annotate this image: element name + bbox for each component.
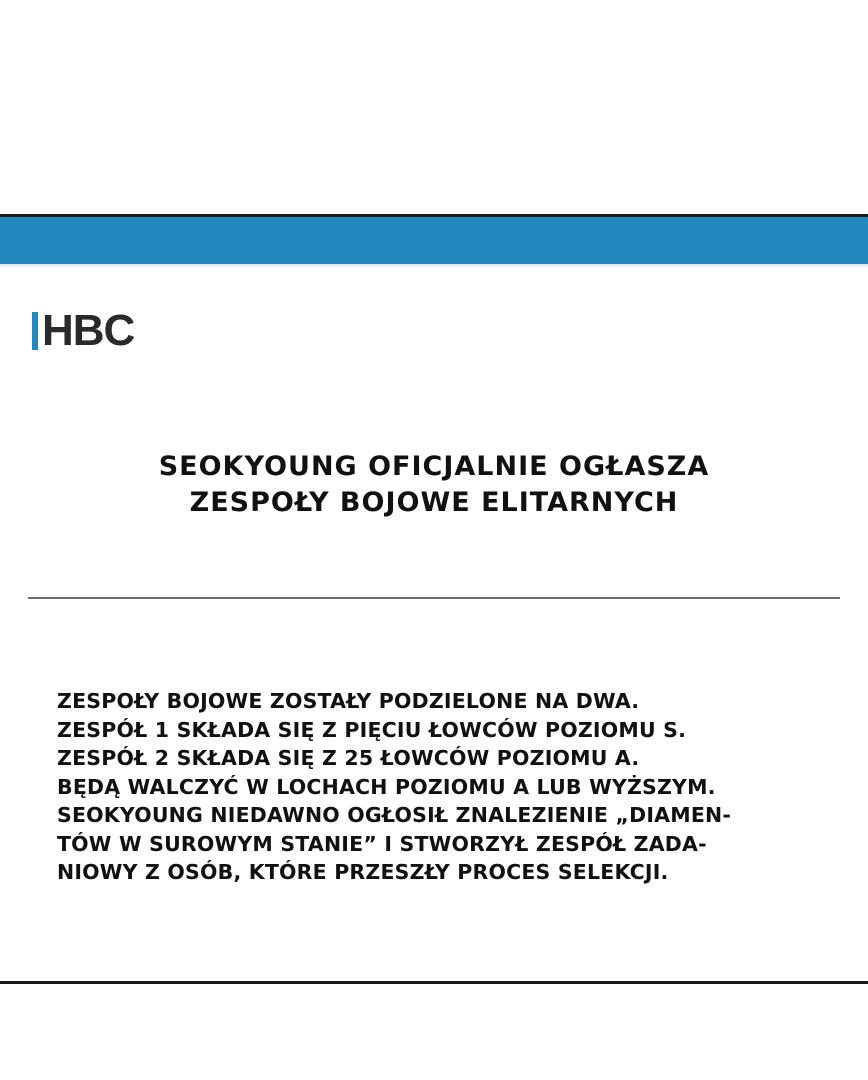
body-line: NIOWY Z OSÓB, KTÓRE PRZESZŁY PROCES SELEKCJI. [57,860,669,884]
divider [28,597,840,599]
body-line: ZESPÓŁ 2 SKŁADA SIĘ Z 25 ŁOWCÓW POZIOMU A. [57,746,640,770]
body-line: ZESPOŁY BOJOWE ZOSTAŁY PODZIELONE NA DWA. [57,689,640,713]
headline-line: SEOKYOUNG OFICJALNIE OGŁASZA [158,451,710,482]
news-panel [0,214,868,984]
headline [40,449,828,521]
banner-shadow [0,264,868,268]
hbc-logo [32,306,135,355]
logo-text: HBC [42,306,135,355]
logo-accent-bar [32,312,38,350]
body-line: ZESPÓŁ 1 SKŁADA SIĘ Z PIĘCIU ŁOWCÓW POZIOMU S. [57,717,687,742]
body-line: TÓW W SUROWYM STANIE” I STWORZYŁ ZESPÓŁ ZADA- [57,831,707,856]
body-line: BĘDĄ WALCZYĆ W LOCHACH POZIOMU A LUB WYŻSZYM. [57,774,716,799]
body-line: SEOKYOUNG NIEDAWNO OGŁOSIŁ ZNALEZIENIE „DIAMEN- [57,803,732,827]
headline-line: ZESPOŁY BOJOWE ELITARNYCH [189,487,679,518]
top-banner [0,217,868,264]
article-body [57,687,847,887]
